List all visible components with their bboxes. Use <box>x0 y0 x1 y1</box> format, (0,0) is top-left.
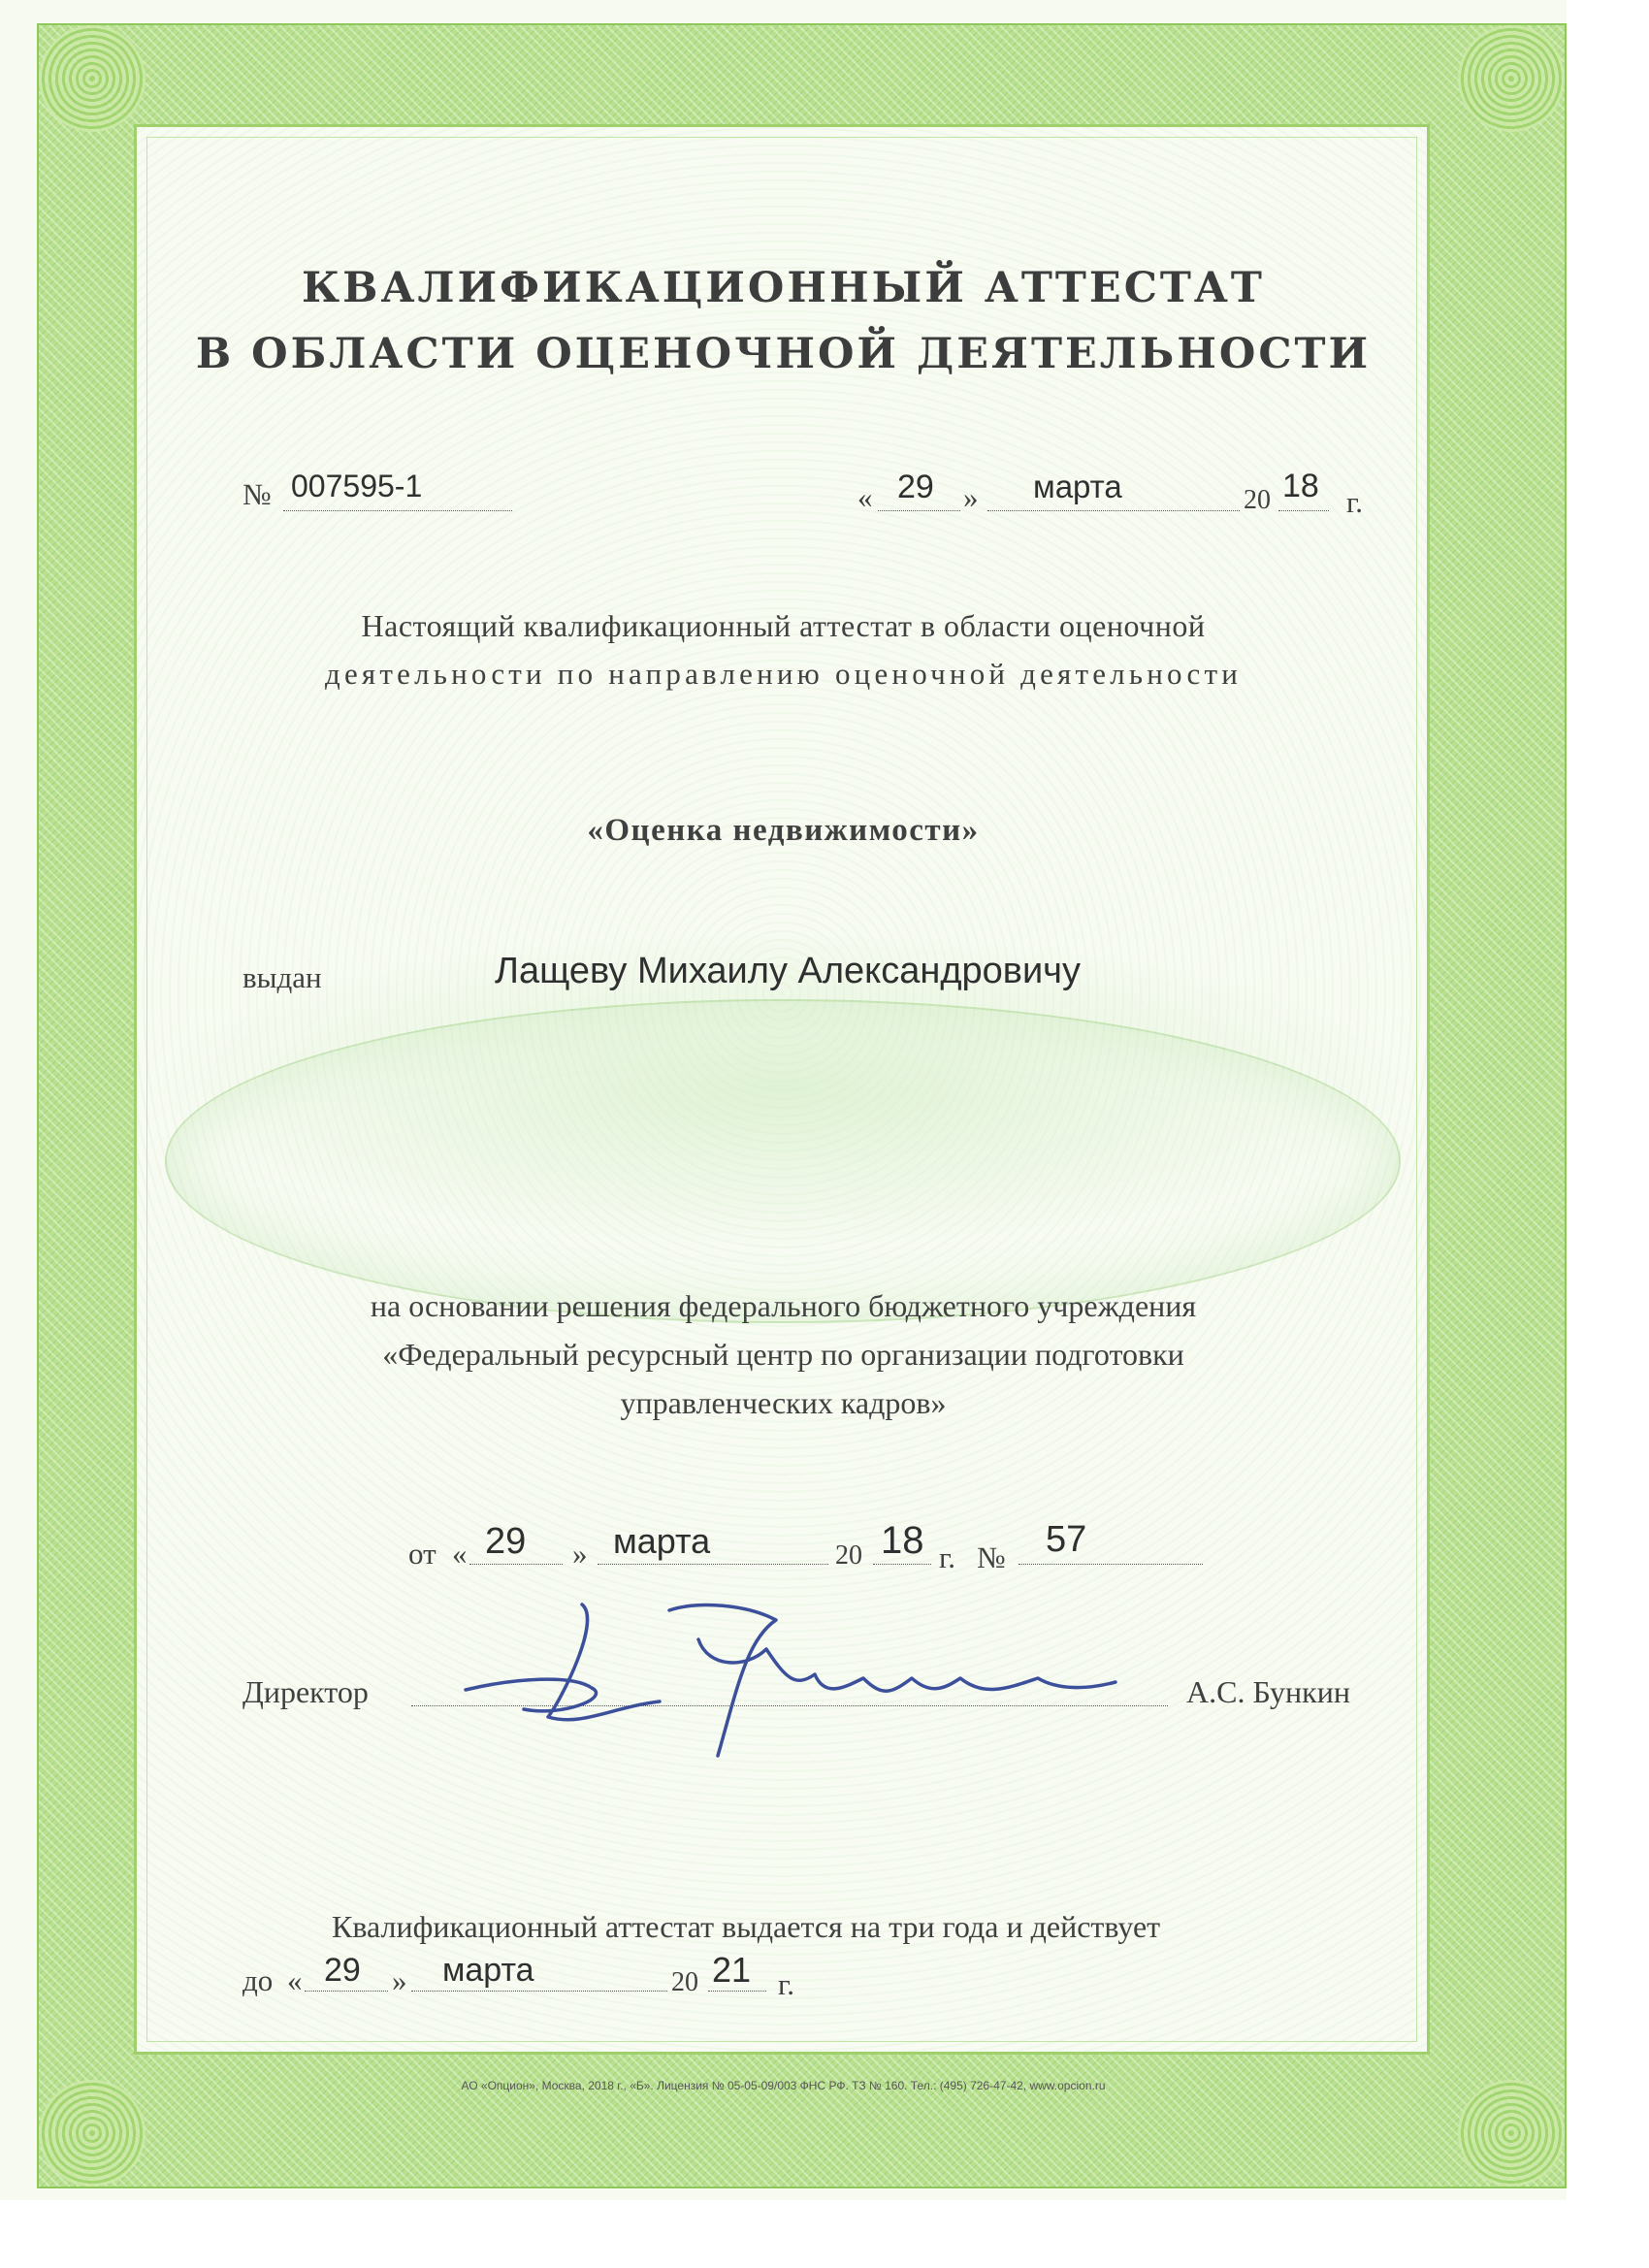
decision-year-unit: г. <box>939 1540 955 1574</box>
valid-until-year-underline <box>708 1991 766 1992</box>
date-close-quote: » <box>963 480 979 514</box>
valid-until-open-quote: « <box>287 1963 303 1997</box>
decision-from-label: от <box>408 1537 436 1571</box>
date-day: 29 <box>897 469 934 505</box>
decision-day: 29 <box>485 1521 527 1562</box>
intro-line2: деятельности по направлению оценочной деятельности <box>324 657 1242 691</box>
decision-number: 57 <box>1046 1519 1087 1560</box>
valid-until-month-underline <box>411 1991 667 1992</box>
director-signature <box>456 1581 1154 1795</box>
valid-until-year-unit: г. <box>778 1967 794 2001</box>
date-year-suffix: 18 <box>1282 468 1319 504</box>
validity-text: Квалификационный аттестат выдается на три года и действует <box>332 1909 1161 1944</box>
date-month: марта <box>1033 469 1122 504</box>
number-label: № <box>242 477 272 511</box>
decision-number-underline <box>1018 1564 1203 1565</box>
corner-rosette-top-left <box>39 25 146 132</box>
director-name: А.С. Бункин <box>1186 1674 1350 1709</box>
valid-until-close-quote: » <box>392 1963 407 1997</box>
valid-until-year-prefix: 20 <box>671 1967 698 1997</box>
decision-day-underline <box>469 1564 563 1565</box>
basis-line2: «Федеральный ресурсный центр по организации подготовки <box>382 1337 1184 1372</box>
basis-line1: на основании решения федерального бюджетного учреждения <box>370 1288 1197 1323</box>
corner-rosette-bottom-right <box>1458 2080 1565 2187</box>
corner-rosette-bottom-left <box>39 2080 146 2187</box>
printer-info: АО «Опцион», Москва, 2018 г., «Б». Лицензия № 05-05-09/003 ФНС РФ. ТЗ № 160. Тел.: (495) 726-47-42, www.opcion.ru <box>461 2079 1106 2092</box>
valid-until-day-underline <box>305 1991 388 1992</box>
decision-year-prefix: 20 <box>835 1540 862 1571</box>
issued-to-name: Лащеву Михаилу Александровичу <box>495 951 1081 991</box>
date-year-unit: г. <box>1346 485 1363 519</box>
date-day-underline <box>878 510 960 511</box>
decision-month: марта <box>613 1521 711 1561</box>
number-underline <box>283 510 512 511</box>
issued-label: выдан <box>242 960 322 994</box>
valid-until-label: до <box>242 1963 274 1997</box>
certificate-title-line1: КВАЛИФИКАЦИОННЫЙ АТТЕСТАТ <box>302 264 1265 312</box>
date-month-underline <box>987 510 1240 511</box>
date-open-quote: « <box>857 480 873 514</box>
date-year-underline <box>1278 510 1329 511</box>
date-year-prefix: 20 <box>1244 485 1271 515</box>
decision-year-underline <box>873 1564 931 1565</box>
basis-line3: управленческих кадров» <box>620 1385 947 1420</box>
decision-close-quote: » <box>572 1537 588 1571</box>
certificate-title-line2: В ОБЛАСТИ ОЦЕНОЧНОЙ ДЕЯТЕЛЬНОСТИ <box>195 330 1372 378</box>
decision-year-suffix: 18 <box>881 1519 924 1562</box>
decision-open-quote: « <box>452 1537 468 1571</box>
intro-line1: Настоящий квалификационный аттестат в области оценочной <box>361 608 1206 643</box>
guilloche-lens <box>165 999 1401 1323</box>
valid-until-year-suffix: 21 <box>712 1950 752 1990</box>
valid-until-month: марта <box>442 1952 534 1989</box>
decision-number-label: № <box>977 1540 1006 1574</box>
certificate-number: 007595-1 <box>291 469 423 503</box>
director-label: Директор <box>242 1674 369 1709</box>
corner-rosette-top-right <box>1458 25 1565 132</box>
direction-title: «Оценка недвижимости» <box>587 813 980 848</box>
decision-month-underline <box>598 1564 828 1565</box>
valid-until-day: 29 <box>324 1952 361 1989</box>
